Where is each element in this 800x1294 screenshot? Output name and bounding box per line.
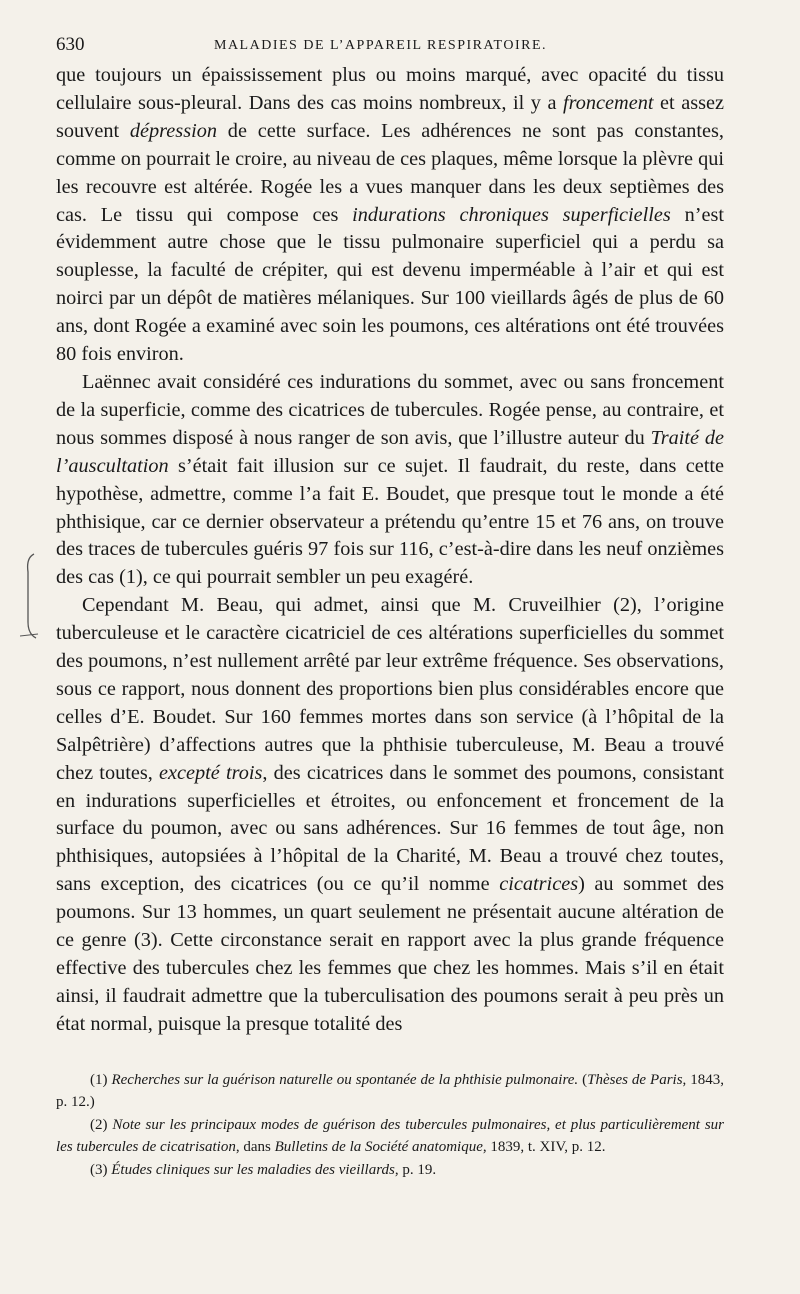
page-header — [56, 30, 724, 60]
book-page — [56, 30, 724, 1181]
body-text — [56, 62, 724, 1039]
footnote: (1) Recherches sur la guérison naturelle ou spontanée de la phthisie pulmonaire. (Thèses de Paris, 1843, p. 12.) — [56, 1071, 725, 1111]
paragraph: Cependant M. Beau, qui admet, ainsi que M. Cruveilhier (2), l’origine tuberculeuse et le caractère cicatriciel de ces altérations superficielles du sommet des poumons, n’est nullement arrêté par leur extrême fréquence. Ses observations, sous ce rapport, nous donnent des proportions bien plus considérables encore que celles d’E. Boudet. Sur 160 femmes mortes dans son service (à l’hôpital de la Salpêtrière) d’affections autres que la phthisie tuberculeuse, M. Beau a trouvé chez toutes, excepté trois, des cicatrices dans le sommet des poumons, consistant en indurations superficielles et étroites, ou enfoncement et froncement de la surface du poumon, avec ou sans adhérences. Sur 16 femmes de tout âge, non phthisiques, autopsiées à l’hôpital de la Charité, M. Beau a trouvé chez toutes, sans exception, des cicatrices (ou ce qu’il nomme cicatrices) au sommet des poumons. Sur 13 hommes, un quart seulement ne présentait aucune altération de ce genre (3). Cette circonstance serait en rapport avec la plus grande fréquence effective des tubercules chez les femmes que chez les hommes. Mais s’il en était ainsi, il faudrait admettre que la tuberculisation des poumons serait à peu près un état normal, puisque la presque totalité des — [56, 594, 724, 1035]
paragraph: que toujours un épaississement plus ou moins marqué, avec opacité du tissu cellulaire sous-pleural. Dans des cas moins nombreux, il y a froncement et assez souvent dépression de cette surface. Les adhérences ne sont pas constantes, comme on pourrait le croire, au niveau de ces plaques, même lorsque la plèvre qui les recouvre est altérée. Rogée les a vues manquer dans les deux septièmes des cas. Le tissu qui compose ces indurations chroniques superficielles n’est évidemment autre chose que le tissu pulmonaire superficiel qui a perdu sa souplesse, la faculté de crépiter, qui est devenu imperméable à l’air et qui est noirci par un dépôt de matières mélaniques. Sur 100 vieillards âgés de plus de 60 ans, dont Rogée a examiné avec soin les poumons, ces altérations ont été trouvées 80 fois environ. — [56, 64, 724, 366]
page-number: 630 — [56, 34, 85, 55]
paragraph: Laënnec avait considéré ces indurations du sommet, avec ou sans froncement de la superficie, comme des cicatrices de tubercules. Rogée pense, au contraire, et nous sommes disposé à nous ranger de son avis, que l’illustre auteur du Traité de l’auscultation s’était fait illusion sur ce sujet. Il faudrait, du reste, dans cette hypothèse, admettre, comme l’a fait E. Boudet, que presque tout le monde a été phthisique, car ce dernier observateur a prétendu qu’entre 15 et 76 ans, on trouve des traces de tubercules guéris 97 fois sur 116, c’est-à-dire dans les neuf onzièmes des cas (1), ce qui pourrait sembler un peu exagéré. — [56, 370, 724, 589]
running-head: MALADIES DE L’APPAREIL RESPIRATOIRE. — [214, 38, 547, 53]
footnote: (2) Note sur les principaux modes de guérison des tubercules pulmonaires, et plus particulièrement sur les tubercules de cicatrisation, dans Bulletins de la Société anatomique, 1839, t. XIV, p. 12. — [56, 1116, 724, 1156]
footnotes — [56, 1069, 724, 1182]
footnote: (3) Études cliniques sur les maladies des vieillards, p. 19. — [90, 1161, 437, 1178]
margin-bracket-mark — [20, 552, 40, 642]
